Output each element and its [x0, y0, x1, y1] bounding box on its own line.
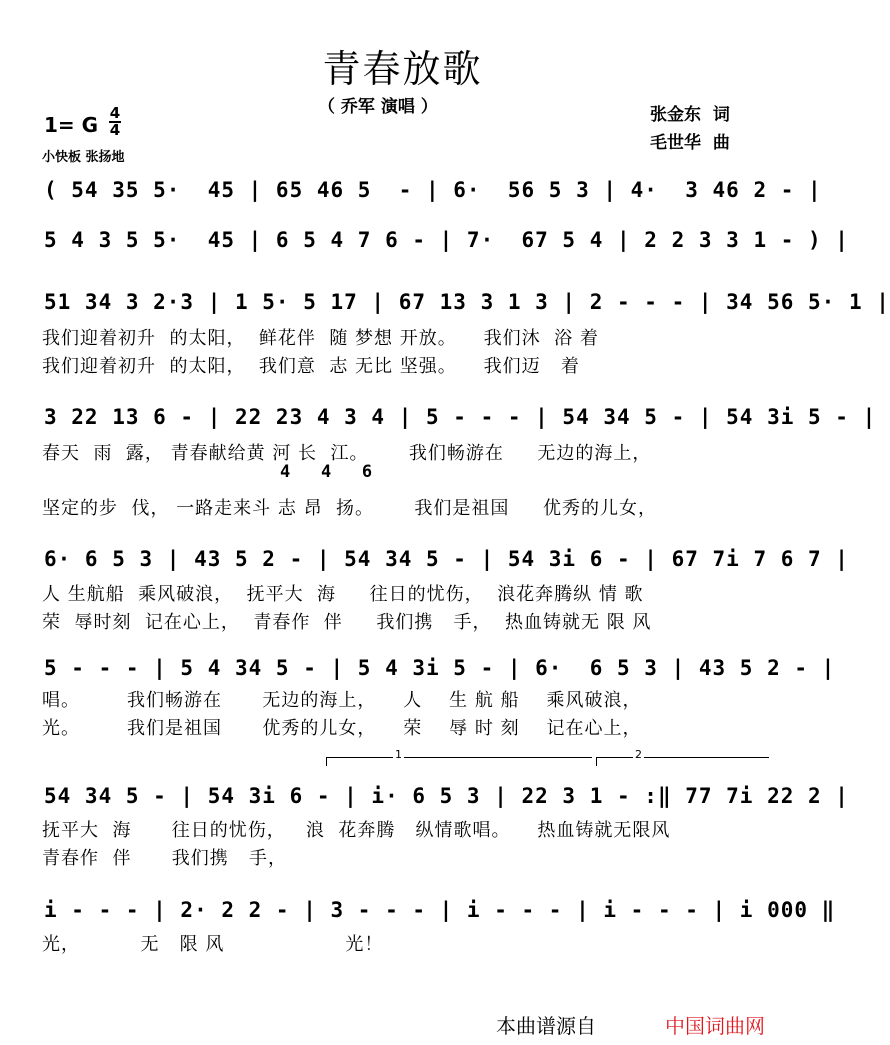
score-system-7: 54 34 5 - | 54 3i 6 - | i· 6 5 3 | 22 3 1 - :‖ 77 7i 22 2 |	[44, 784, 849, 808]
time-signature-top: 4	[109, 104, 121, 122]
lyric-line-3a: 我们迎着初升 的太阳， 鲜花伴 随 梦想 开放。 我们沐 浴 着	[42, 328, 599, 349]
volta-bracket-1	[326, 748, 592, 766]
volta-number-1: 1	[395, 748, 402, 761]
score-system-4: 3 22 13 6 - | 22 23 4 3 4 | 5 - - - | 54 34 5 - | 54 3i 5 - |	[44, 405, 877, 429]
volta-bracket-2	[596, 748, 769, 766]
score-system-5: 6· 6 5 3 | 43 5 2 - | 54 34 5 - | 54 3i 6 - | 67 7i 7 6 7 |	[44, 547, 849, 571]
lyric-line-5b: 荣 辱时刻 记在心上， 青春作 伴 我们携 手， 热血铸就无 限 风	[42, 612, 652, 633]
lyric-line-3b: 我们迎着初升 的太阳， 我们意 志 无比 坚强。 我们迈 着	[42, 356, 580, 377]
volta-number-2: 2	[635, 748, 642, 761]
score-system-1: ( 54 35 5· 45 | 65 46 5 - | 6· 56 5 3 | 4· 3 46 2 - |	[44, 178, 822, 202]
lyric-line-4a: 春天 雨 露， 青春献给黄 河 长 江。 我们畅游在 无边的海上，	[42, 443, 652, 464]
alternate-notes: 4 4 6	[280, 462, 373, 482]
song-title: 青春放歌	[322, 47, 483, 91]
lyric-line-4b: 坚定的步 伐， 一路走来斗 志 昂 扬。 我们是祖国 优秀的儿女，	[42, 498, 657, 519]
lyric-line-7a: 抚平大 海 往日的忧伤， 浪 花奔腾 纵情歌唱。 热血铸就无限风	[42, 820, 671, 841]
key-signature: 1= G	[44, 113, 99, 137]
score-system-6: 5 - - - | 5 4 34 5 - | 5 4 3i 5 - | 6· 6 5 3 | 43 5 2 - |	[44, 656, 836, 680]
time-signature-bottom: 4	[109, 121, 121, 139]
site-watermark: 中国词曲网	[665, 1014, 765, 1038]
time-signature	[108, 106, 122, 138]
lyric-line-6b: 光。 我们是祖国 优秀的儿女， 荣 辱 时 刻 记在心上，	[42, 718, 642, 739]
lyricist-credit: 张金东 词	[650, 105, 730, 125]
lyric-line-5a: 人 生航船 乘风破浪， 抚平大 海 往日的忧伤， 浪花奔腾纵 情 歌	[42, 584, 644, 605]
lyric-line-6a: 唱。 我们畅游在 无边的海上， 人 生 航 船 乘风破浪，	[42, 690, 642, 711]
composer-credit: 毛世华 曲	[650, 133, 730, 153]
lyric-line-8a: 光， 无 限 风 光！	[42, 934, 384, 955]
score-system-3: 51 34 3 2·3 | 1 5· 5 17 | 67 13 3 1 3 | 2 - - - | 34 56 5· 1 |	[44, 290, 890, 314]
source-label: 本曲谱源自	[496, 1014, 596, 1038]
score-system-8: i - - - | 2· 2 2 - | 3 - - - | i - - - | i - - - | i 000 ‖	[44, 898, 836, 922]
performer-credit: （ 乔军 演唱 ）	[318, 97, 438, 117]
score-system-2: 5 4 3 5 5· 45 | 6 5 4 7 6 - | 7· 67 5 4 | 2 2 3 3 1 - ) |	[44, 228, 849, 252]
lyric-line-7b: 青春作 伴 我们携 手，	[42, 848, 287, 869]
tempo-marking: 小快板 张扬地	[42, 150, 125, 165]
